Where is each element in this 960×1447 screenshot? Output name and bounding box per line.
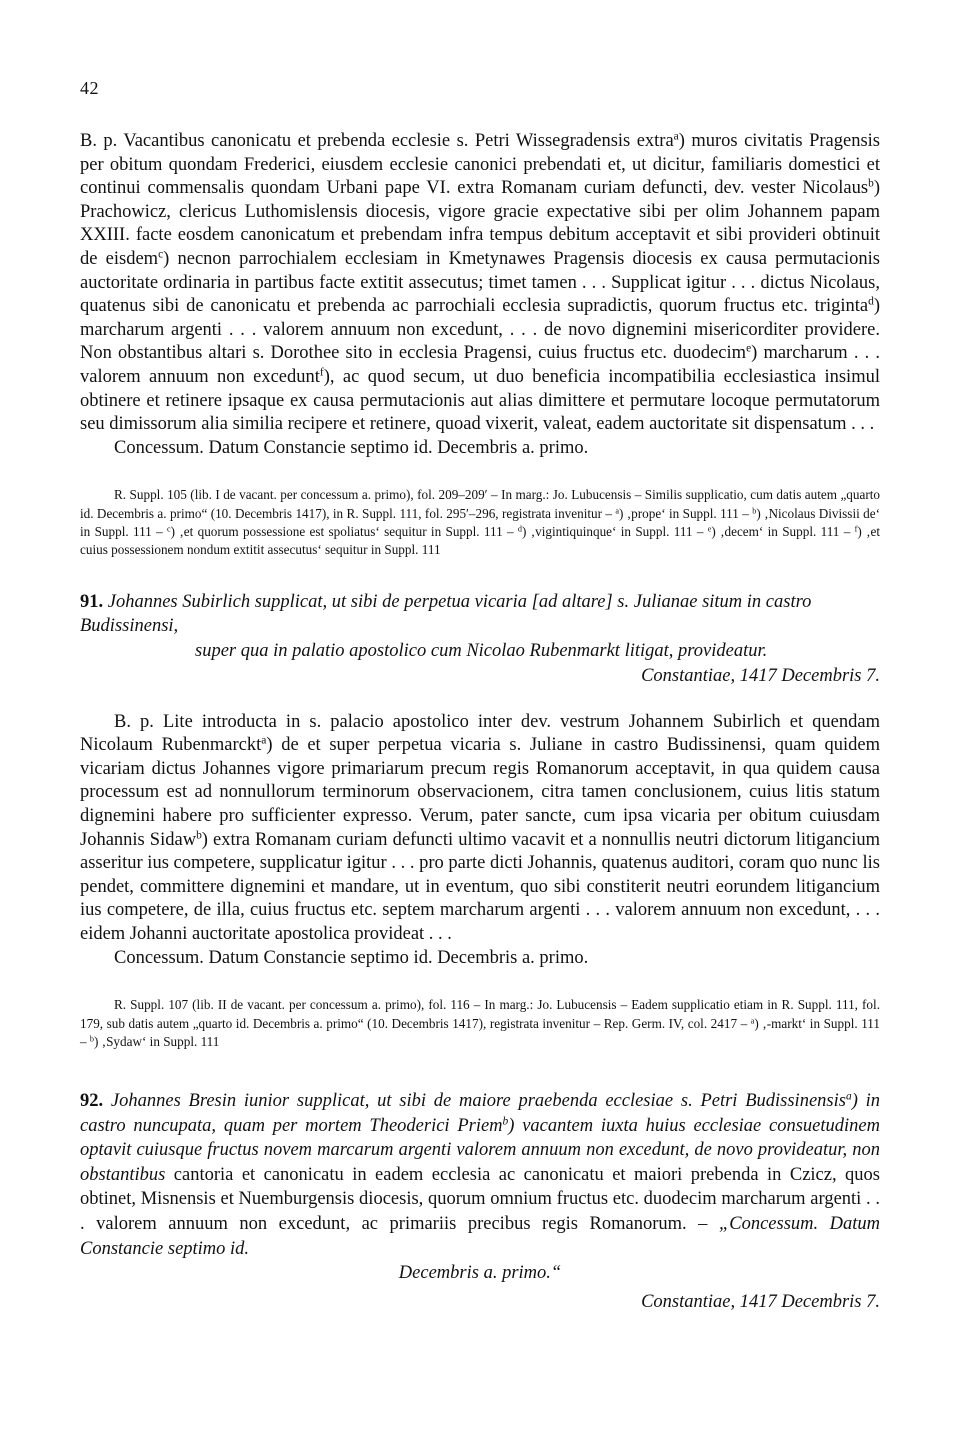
concessum-line-1: Concessum. Datum Constancie septimo id. Decembris a. primo. [114, 437, 589, 458]
entry-92-date: Constantiae, 1417 Decembris 7. [641, 1291, 880, 1312]
footnote-block-1: R. Suppl. 105 (lib. I de vacant. per concessum a. primo), fol. 209–209′ – In marg.: Jo. Lubucensis – Similis supplicatio, cum datis autem „quarto id. Decembris a. primo“ (10. Decembris 1417), in R. Suppl. 111, fol. 295′–296, registrata invenitur – $^a$) ‚prope‘ in Suppl. 111 – $^b$) ‚Nicolaus Divissii de‘ in Suppl. 111 – $^c$) ‚et quorum possessione est spoliatus‘ sequitur in Suppl. 111 – $^d$) ‚vigintiquinque‘ in Suppl. 111 – $^e$) ‚decem‘ in Suppl. 111 – $^f$) ‚et cuius possessionem nondum extitit assecutus‘ sequitur in Suppl. 111 [80, 487, 880, 558]
entry-92-text: 92. Johannes Bresin iunior supplicat, ut sibi de maiore praebenda ecclesiae s. Petri Budissinensis$^a$) in castro nuncupata, quam per mortem Theoderici Priem$^b$) vacantem iuxta huius ecclesiae consuetudinem optavit cuiusque fructus novem marcarum argenti valorem annuum non excedunt, de novo provideatur, non obstantibus cantoria et canonicatu in eadem ecclesia ac canonicatu et maiori prebenda in Czicz, quos obtinet, Misnensis et Nuemburgensis diocesis, quorum omnium fructus etc. duodecim marcharum argenti . . . valorem annuum non excedunt, ac primariis precibus regis Romanorum. – „Concessum. Datum Constancie septimo id. Decembris a. primo.“ [80, 1090, 881, 1284]
page-number: 42 [80, 78, 99, 98]
entry-92-number: 92. [80, 1091, 104, 1112]
concessum-line-91: Concessum. Datum Constancie septimo id. Decembris a. primo. [114, 947, 589, 968]
entry-91-heading: 91. Johannes Subirlich supplicat, ut sibi de perpetua vicaria [ad altare] s. Julianae situm in castro Budissinensi, super qua in palatio apostolico cum Nicolao Rubenmarkt litigat, provideatur. [80, 591, 812, 662]
supplication-text-1: B. p. Vacantibus canonicatu et prebenda ecclesie s. Petri Wissegradensis extra$^a$) muros civitatis Pragensis per obitum quondam Frederici, eiusdem ecclesie canonici prebendati et, ut dicitur, familiaris domestici et continui commensalis quondam Urbani pape VI. extra Romanam curiam defuncti, dev. vester Nicolaus$^b$) Prachowicz, clericus Luthomislensis diocesis, vigore gracie expectative sibi per olim Johannem papam XXIII. facte eosdem canonicatum et prebendam infra tempus debitum acceptavit et sibi provideri obtinuit de eisdem$^c$) necnon parrochialem ecclesiam in Kmetynawes Pragensis diocesis ex causa permutacionis auctoritate ordinaria in partibus facte extitit assecutus; timet tamen . . . Supplicat igitur . . . dictus Nicolaus, quatenus sibi de canonicatu et prebenda ac parrochiali ecclesia supradictis, quorum fructus etc. triginta$^d$) marcharum argenti . . . valorem annuum non excedunt, . . . de novo dignemini misericorditer providere. Non obstantibus altari s. Dorothee sito in ecclesia Pragensi, cuius fructus etc. duodecim$^e$) marcharum . . . valorem annuum non excedunt$^f$), ac quod secum, ut duo beneficia incompatibilia ecclesiastica insimul obtinere et retinere ipsaque ex causa permutacionis aut alias dimittere et permutare locoque permutatorum seu dimissorum alia similia recipere et retinere, quoad vixerit, valeat, eadem auctoritate sit dispensatum . . . [80, 130, 880, 435]
page-body [80, 130, 880, 1315]
supplication-text-91: B. p. Lite introducta in s. palacio apostolico inter dev. vestrum Johannem Subirlich et quendam Nicolaum Rubenmarckt$^a$) de et super perpetua vicaria s. Juliane in castro Budissinensi, quam quidem vicariam dictus Johannes vigore primariarum precum regis Romanorum acceptavit, in qua quidem causa processum est ad nonnullorum terminorum observacionem, citra tamen conclusionem, cuius litis statum dignemini habere pro sufficienter expresso. Verum, pater sancte, cum ipsa vicaria per obitum cuiusdam Johannis Sidaw$^b$) extra Romanam curiam defuncti ultimo vacavit et a nonnullis neutri dictorum litigancium asseritur ius competere, supplicatur igitur . . . pro parte dicti Johannis, quatenus auditori, coram quo nunc lis pendet, committere dignemini et mandare, ut in eventum, quo sibi constiterit neutri eorundem litigancium ius competere, de illa, cuius fructus etc. septem marcharum argenti . . . valorem annuum non excedunt, . . . eidem Johanni auctoritate apostolica provideat . . . [80, 711, 880, 945]
entry-91-number: 91. [80, 591, 104, 612]
entry-91-date: Constantiae, 1417 Decembris 7. [641, 665, 880, 686]
footnote-block-2: R. Suppl. 107 (lib. II de vacant. per concessum a. primo), fol. 116 – In marg.: Jo. Lubucensis – Eadem supplicatio etiam in R. Suppl. 111, fol. 179, sub datis autem „quarto id. Decembris a. primo“ (10. Decembris 1417), registrata invenitur – Rep. Germ. IV, col. 2417 – $^a$) ‚-markt‘ in Suppl. 111 – $^b$) ‚Sydaw‘ in Suppl. 111 [80, 997, 881, 1049]
